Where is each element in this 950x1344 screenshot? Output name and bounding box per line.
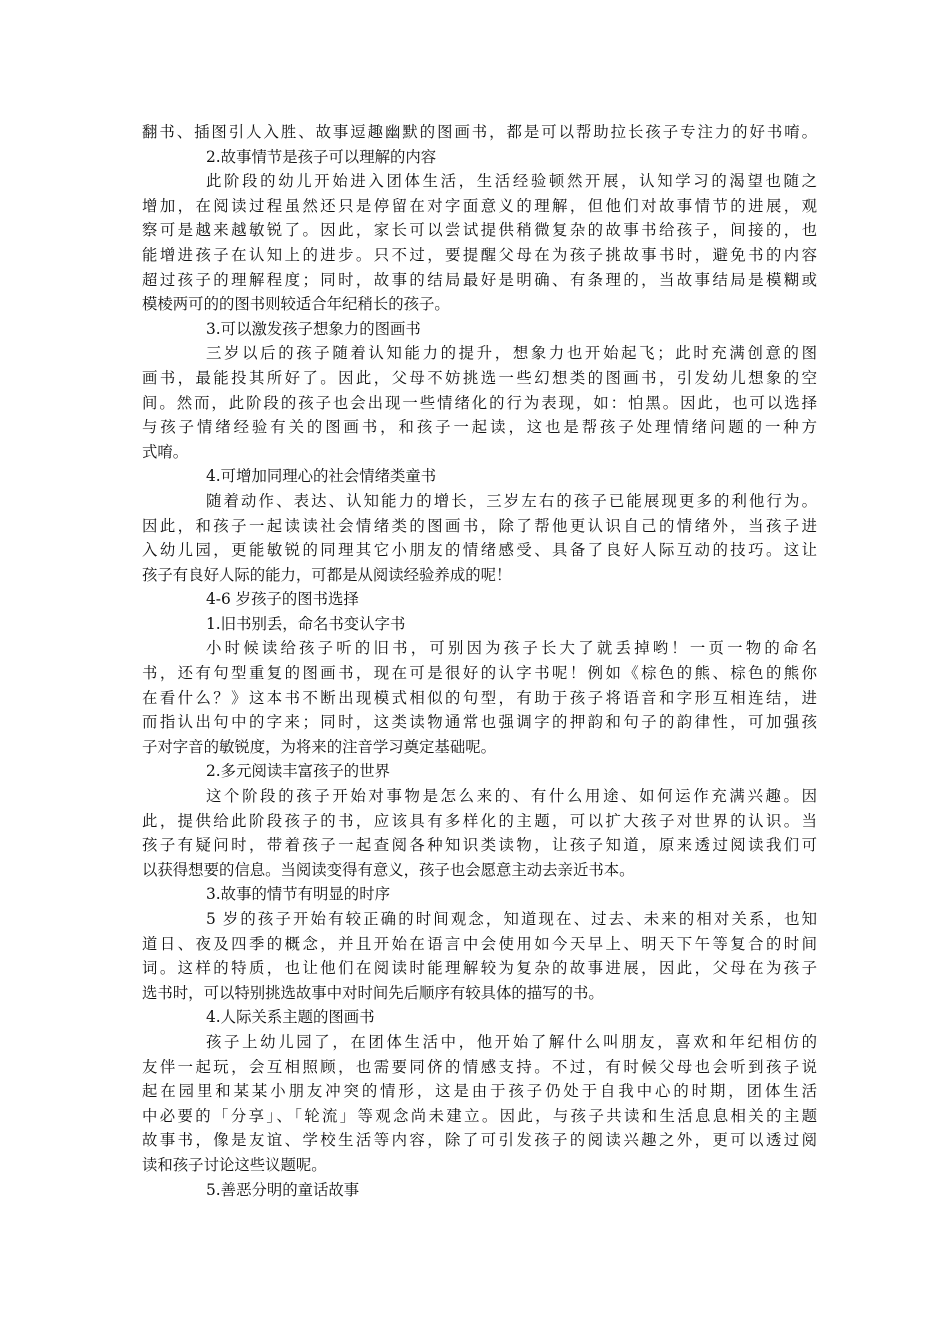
document-body: [142, 120, 817, 1202]
section-heading: 2.故事情节是孩子可以理解的内容: [206, 147, 437, 166]
paragraph-line: 入幼儿园，更能敏锐的同理其它小朋友的情绪感受、具备了良好人际互动的技巧。这让: [142, 541, 817, 560]
paragraph-line: 5 岁的孩子开始有较正确的时间观念，知道现在、过去、未来的相对关系，也知: [206, 910, 817, 928]
paragraph-line: 随着动作、表达、认知能力的增长，三岁左右的孩子已能展现更多的利他行为。: [206, 491, 817, 510]
paragraph-line: 读和孩子讨论这些议题呢。: [142, 1155, 327, 1174]
paragraph-line: 孩子上幼儿园了，在团体生活中，他开始了解什么叫朋友，喜欢和年纪相仿的: [206, 1032, 817, 1051]
paragraph-line: 友伴一起玩，会互相照顾，也需要同侪的情感支持。不过，有时候父母也会听到孩子说: [142, 1057, 817, 1076]
paragraph-line: 选书时，可以特别挑选故事中对时间先后顺序有较具体的描写的书。: [142, 983, 604, 1002]
paragraph-line: 在看什么？》这本书不断出现模式相似的句型，有助于孩子将语音和字形互相连结，进: [142, 688, 817, 707]
paragraph-line: 增加，在阅读过程虽然还只是停留在对字面意义的理解，但他们对故事情节的进展，观: [142, 196, 817, 215]
paragraph-line: 与孩子情绪经验有关的图画书，和孩子一起读，这也是帮孩子处理情绪问题的一种方: [142, 418, 817, 437]
paragraph-line: 此，提供给此阶段孩子的书，应该具有多样化的主题，可以扩大孩子对世界的认识。当: [142, 811, 817, 830]
paragraph-line: 孩子有良好人际的能力，可都是从阅读经验养成的呢！: [142, 565, 512, 584]
paragraph-line: 这个阶段的孩子开始对事物是怎么来的、有什么用途、如何运作充满兴趣。因: [206, 787, 817, 806]
section-heading: 4.可增加同理心的社会情绪类童书: [206, 467, 437, 486]
paragraph-line: 此阶段的幼儿开始进入团体生活，生活经验顿然开展，认知学习的渴望也随之: [206, 172, 817, 191]
paragraph-line: 因此，和孩子一起读读社会情绪类的图画书，除了帮他更认识自己的情绪外，当孩子进: [142, 516, 817, 535]
paragraph-line: 故事书，像是友谊、学校生活等内容，除了可引发孩子的阅读兴趣之外，更可以透过阅: [142, 1131, 817, 1150]
section-heading: 3.可以激发孩子想象力的图画书: [206, 319, 421, 338]
paragraph-line: 三岁以后的孩子随着认知能力的提升，想象力也开始起飞；此时充满创意的图: [206, 344, 817, 363]
paragraph-line: 间。然而，此阶段的孩子也会出现一些情绪化的行为表现，如：怕黑。因此，也可以选择: [142, 393, 817, 412]
paragraph-line: 孩子有疑问时，带着孩子一起查阅各种知识类读物，让孩子知道，原来透过阅读我们可: [142, 836, 817, 855]
paragraph-line: 而指认出句中的字来；同时，这类读物通常也强调字的押韵和句子的韵律性，可加强孩: [142, 713, 817, 732]
section-heading: 4-6 岁孩子的图书选择: [206, 590, 359, 609]
paragraph-line: 道日、夜及四季的概念，并且开始在语言中会使用如今天早上、明天下午等复合的时间: [142, 934, 817, 953]
section-heading: 3.故事的情节有明显的时序: [206, 885, 390, 904]
paragraph-line: 翻书、插图引人入胜、故事逗趣幽默的图画书，都是可以帮助拉长孩子专注力的好书唷。: [142, 123, 817, 141]
section-heading: 5.善恶分明的童话故事: [206, 1180, 360, 1199]
paragraph-line: 书，还有句型重复的图画书，现在可是很好的认字书呢！例如《棕色的熊、棕色的熊你: [142, 664, 817, 683]
section-heading: 1.旧书别丢，命名书变认字书: [206, 614, 406, 633]
paragraph-line: 式唷。: [142, 442, 189, 461]
section-heading: 4.人际关系主题的图画书: [206, 1008, 375, 1027]
paragraph-line: 能增进孩子在认知上的进步。只不过，要提醒父母在为孩子挑故事书时，避免书的内容: [142, 245, 817, 264]
paragraph-line: 词。这样的特质，也让他们在阅读时能理解较为复杂的故事进展，因此，父母在为孩子: [142, 959, 817, 978]
paragraph-line: 模棱两可的的图书则较适合年纪稍长的孩子。: [142, 295, 450, 314]
section-heading: 2.多元阅读丰富孩子的世界: [206, 762, 390, 781]
paragraph-line: 中必要的「分享」、「轮流」等观念尚未建立。因此，与孩子共读和生活息息相关的主题: [142, 1106, 817, 1125]
paragraph-line: 以获得想要的信息。当阅读变得有意义，孩子也会愿意主动去亲近书本。: [142, 860, 635, 879]
paragraph-line: 小时候读给孩子听的旧书，可别因为孩子长大了就丢掉哟！一页一物的命名: [206, 639, 817, 658]
paragraph-line: 超过孩子的理解程度；同时，故事的结局最好是明确、有条理的，当故事结局是模糊或: [142, 270, 817, 289]
paragraph-line: 察可是越来越敏锐了。因此，家长可以尝试提供稍微复杂的故事书给孩子，间接的，也: [142, 221, 817, 240]
paragraph-line: 子对字音的敏锐度，为将来的注音学习奠定基础呢。: [142, 737, 496, 756]
paragraph-line: 画书，最能投其所好了。因此，父母不妨挑选一些幻想类的图画书，引发幼儿想象的空: [142, 368, 817, 387]
paragraph-line: 起在园里和某某小朋友冲突的情形，这是由于孩子仍处于自我中心的时期，团体生活: [142, 1082, 817, 1101]
